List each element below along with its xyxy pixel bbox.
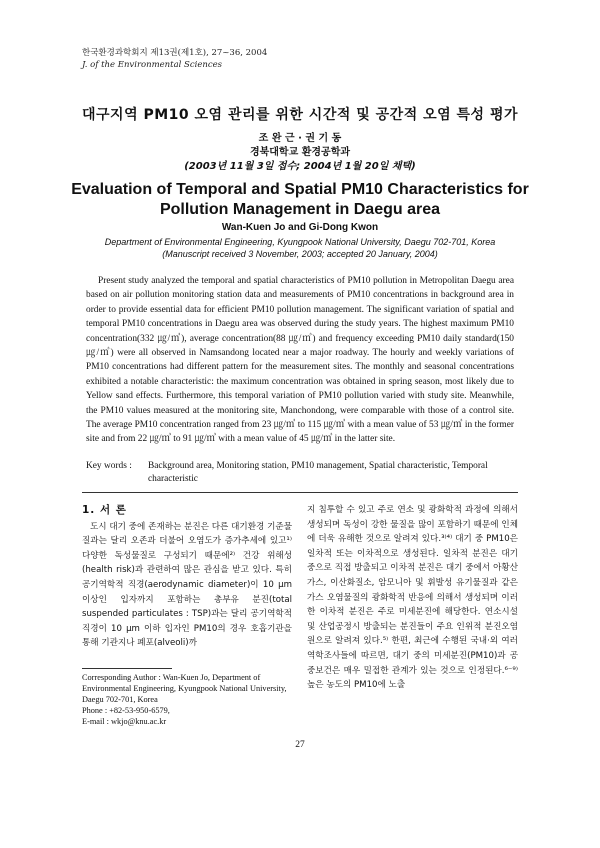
page-number: 27 — [295, 740, 305, 750]
korean-title: 대구지역 PM10 오염 관리를 위한 시간적 및 공간적 오염 특성 평가 — [82, 107, 518, 123]
english-title-line-2: Pollution Management in Daegu area — [159, 201, 441, 218]
korean-received-dates: (2003년 11월 3일 접수; 2004년 1월 20일 채택) — [184, 161, 416, 172]
footnote-divider — [82, 668, 172, 669]
right-column — [307, 503, 518, 693]
korean-authors: 조 완 근 · 권 기 동 — [258, 133, 342, 144]
korean-affiliation: 경북대학교 환경공학과 — [249, 147, 351, 158]
abstract — [86, 274, 514, 447]
english-title-line-1: Evaluation of Temporal and Spatial PM10 Characteristics for — [71, 181, 529, 198]
right-column-text: 지 침투할 수 있고 주로 연소 및 광화학적 과정에 의해서 생성되며 독성이 강한 물질을 많이 포함하기 때문에 인체에 더욱 유해한 것으로 알려져 있다.³⁾⁴⁾ 대기 중 PM10은 일차적 또는 이차적으로 생성된다. 일차적 분진은 대기 중으로 직접 방출되고 이차적 분진은 대기 중에서 아황산가스, 이산화질소, 암모니아 및 휘발성 유기물질과 같은 가스 오염물질의 광화학적 반응에 의해서 생성되며 이러한 이차적 분진은 주로 미세분진에 해당한다. 연소시설 및 산업공정시 방출되는 분진들이 주요 인위적 분진오염원으로 알려져 있다.⁵⁾ 한편, 최근에 수행된 국내·외 여러 역학조사들에 따르면, 대기 중의 미세분진(PM10)과 공중보건은 매우 밀접한 관계가 있는 것으로 인정된다.⁶⁻⁹⁾ 높은 농도의 PM10에 노출 — [307, 505, 518, 691]
abstract-text: Present study analyzed the temporal and spatial characteristics of PM10 pollution in Metropolitan Daegu area based on air pollution monitoring station data and measurements of PM10 concentrations in background area in order to provide essential data for efficient PM10 pollution management. The significant variation of spatial and temporal PM10 concentrations in Daegu area was observed during the study years. The highest maximum PM10 concentration(332 ㎍/㎥), average concentration(88 ㎍/㎥) and frequency exceeding PM10 daily standard(150 ㎍/㎥) were all observed in Namsandong located near a major roadway. The hourly and weekly variations of PM10 concentrations had different pattern for the measurement sites. The monthly and seasonal concentrations exhibited a notable characteristic: the maximum concentration was obtained in spring season, most likely due to Yellow sand effects. Furthermore, this temporal variation of PM10 pollution varied with study site. Meanwhile, the PM10 values measured at the monitoring site, Manchondong, were comparable with those of a control site. The average PM10 concentration ranged from 23 ㎍/㎥ to 115 ㎍/㎥ with a mean value of 53 ㎍/㎥ in the former site and from 22 ㎍/㎥ to 91 ㎍/㎥ with a mean value of 45 ㎍/㎥ in the latter site. — [86, 276, 514, 445]
keywords-text: Background area, Monitoring station, PM10 management, Spatial characteristic, Temporal characteristic — [148, 461, 488, 484]
left-column-text: 도시 대기 중에 존재하는 분진은 다른 대기환경 기준물질과는 달리 오존과 더불어 오염도가 증가추세에 있고¹⁾ 다양한 독성물질로 구성되기 때문에²⁾ 건강 위해성(health risk)과 관련하여 많은 관심을 받고 있다. 특히 공기역학적 직경(aerodynamic diameter)이 10 μm 이상인 입자까지 포함하는 총부유 분진(total suspended particulates : TSP)과는 달리 공기역학적 직경이 10 μm 이하 입자인 PM10의 경우 호흡기관을 통해 기관지나 폐포(alveoli)까 — [82, 521, 292, 649]
footnote-line-4: Phone : +82-53-950-6579, — [82, 706, 170, 715]
left-column — [82, 503, 292, 651]
running-header — [82, 47, 267, 71]
corresponding-author-footnote — [82, 672, 296, 727]
english-affiliation: Department of Environmental Engineering, Kyungpook National University, Daegu 702-701, Korea — [104, 237, 496, 247]
english-title — [0, 180, 600, 220]
footnote-line-2: Environmental Engineering, Kyungpook National University, — [82, 684, 287, 693]
section-divider — [82, 492, 518, 493]
english-authors: Wan-Kuen Jo and Gi-Dong Kwon — [221, 222, 379, 233]
keywords — [86, 460, 514, 486]
footnote-line-3: Daegu 702-701, Korea — [82, 695, 158, 704]
section-heading: 1. 서 론 — [82, 504, 127, 516]
korean-author-block — [0, 132, 600, 174]
footnote-line-5: E-mail : wkjo@knu.ac.kr — [82, 717, 167, 726]
manuscript-dates: (Manuscript received 3 November, 2003; accepted 20 January, 2004) — [162, 249, 438, 259]
keywords-label: Key words : — [86, 461, 132, 471]
journal-citation-kr: 한국환경과학회지 제13권(제1호), 27~36, 2004 — [82, 48, 268, 58]
footnote-line-1: Corresponding Author : Wan-Kuen Jo, Department of — [82, 673, 261, 682]
journal-name-en: J. of the Environmental Sciences — [82, 60, 223, 70]
english-author-block — [0, 222, 600, 260]
